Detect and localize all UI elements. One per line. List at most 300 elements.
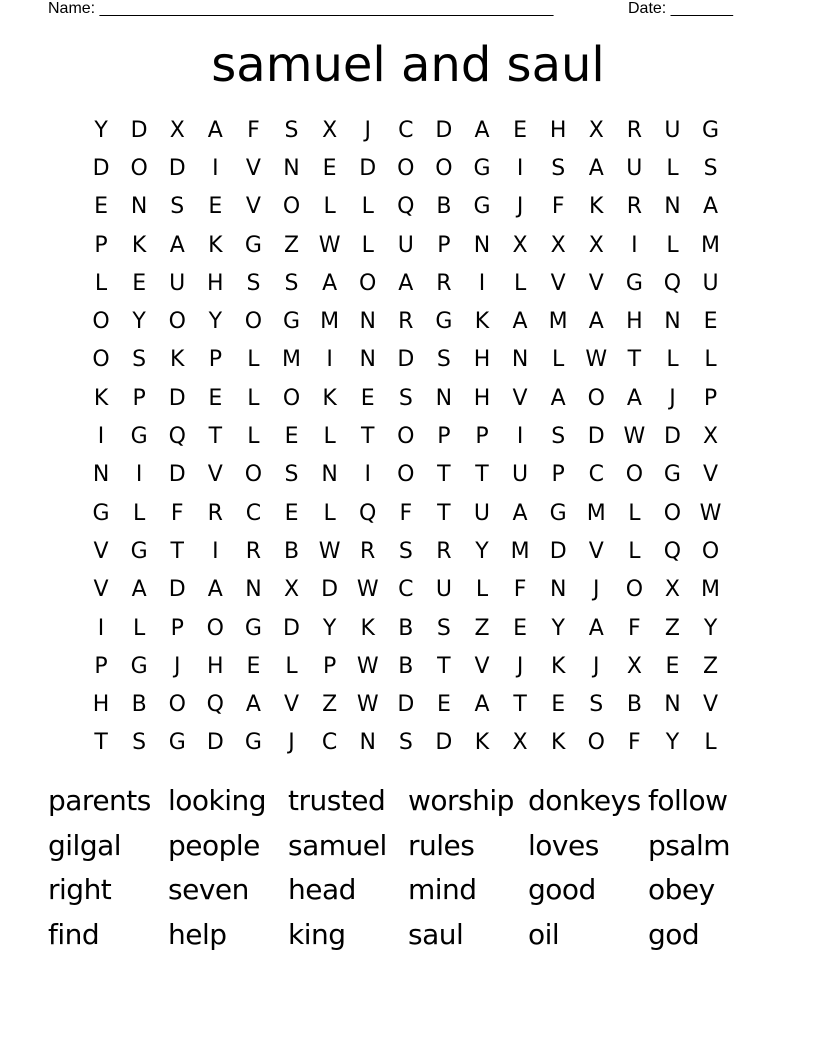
grid-letter: E: [513, 615, 528, 641]
word-bank-item: seven: [168, 873, 249, 907]
grid-letter: C: [321, 730, 338, 756]
grid-letter: N: [435, 385, 453, 411]
grid-letter: R: [626, 117, 642, 143]
grid-letter: C: [588, 462, 604, 488]
grid-letter: I: [212, 538, 219, 564]
grid-letter: L: [666, 155, 679, 181]
grid-letter: U: [626, 155, 643, 181]
grid-letter: N: [92, 462, 110, 488]
grid-letter: V: [588, 538, 604, 564]
word-bank-item: parents: [48, 783, 151, 817]
grid-letter: G: [702, 117, 720, 143]
grid-letter: V: [93, 577, 109, 603]
grid-letter: O: [359, 270, 377, 296]
grid-letter: O: [701, 538, 720, 564]
grid-letter: X: [664, 577, 680, 603]
word-bank-item: oil: [528, 917, 560, 951]
grid-letter: X: [588, 232, 604, 258]
grid-letter: L: [361, 194, 374, 220]
grid-letter: U: [512, 462, 529, 488]
grid-letter: D: [359, 155, 377, 181]
grid-letter: H: [207, 653, 224, 679]
grid-letter: T: [437, 500, 451, 526]
grid-letter: Q: [663, 538, 682, 564]
grid-letter: L: [513, 270, 527, 296]
grid-letter: I: [97, 424, 105, 450]
grid-letter: L: [552, 347, 565, 373]
grid-letter: T: [170, 538, 184, 564]
grid-letter: W: [318, 538, 341, 564]
grid-letter: S: [436, 615, 451, 641]
grid-letter: X: [588, 117, 604, 143]
grid-letter: Y: [132, 309, 146, 335]
grid-letter: Y: [665, 730, 680, 756]
word-bank-item: worship: [408, 783, 514, 817]
grid-letter: E: [94, 194, 108, 220]
grid-letter: P: [94, 232, 108, 258]
word-bank-item: head: [288, 873, 356, 907]
grid-letter: X: [169, 117, 185, 143]
letter-grid: [82, 111, 730, 762]
grid-row: [82, 609, 730, 647]
grid-letter: U: [169, 270, 186, 296]
grid-letter: Q: [206, 692, 224, 718]
word-bank-item: psalm: [648, 828, 731, 862]
grid-letter: S: [284, 117, 299, 143]
grid-letter: R: [360, 538, 376, 564]
word-bank-item: king: [288, 917, 346, 951]
word-bank-row: [48, 867, 768, 912]
grid-letter: D: [168, 155, 186, 181]
grid-letter: L: [323, 424, 336, 450]
grid-letter: I: [326, 347, 333, 373]
grid-letter: D: [587, 424, 605, 450]
grid-letter: H: [473, 385, 491, 411]
grid-letter: A: [626, 385, 642, 411]
grid-letter: E: [513, 117, 528, 143]
grid-letter: E: [284, 500, 299, 526]
grid-letter: I: [97, 615, 105, 641]
grid-row: [82, 188, 730, 226]
grid-letter: I: [478, 270, 486, 296]
grid-letter: A: [398, 270, 414, 296]
grid-letter: P: [208, 347, 222, 373]
grid-letter: K: [550, 653, 566, 679]
word-bank-item: good: [528, 873, 596, 907]
grid-letter: O: [625, 577, 644, 603]
grid-letter: S: [589, 692, 604, 718]
grid-letter: O: [625, 462, 644, 488]
word-bank-item: obey: [648, 873, 715, 907]
grid-letter: F: [247, 117, 260, 143]
grid-letter: E: [246, 653, 261, 679]
grid-letter: L: [94, 270, 108, 296]
grid-letter: V: [474, 653, 490, 679]
grid-letter: A: [474, 117, 490, 143]
grid-letter: C: [398, 117, 414, 143]
grid-letter: E: [551, 692, 566, 718]
grid-letter: S: [170, 194, 185, 220]
grid-letter: G: [625, 270, 643, 296]
grid-letter: E: [436, 692, 451, 718]
grid-letter: L: [475, 577, 489, 603]
grid-letter: R: [245, 538, 262, 564]
grid-letter: V: [588, 270, 604, 296]
grid-letter: I: [135, 462, 143, 488]
grid-letter: F: [551, 194, 565, 220]
grid-row: [82, 341, 730, 379]
date-field-label: Date: _______: [628, 0, 733, 17]
grid-letter: A: [207, 577, 223, 603]
grid-letter: D: [283, 615, 300, 641]
grid-letter: K: [474, 309, 490, 335]
word-bank-item: help: [168, 917, 227, 951]
grid-letter: P: [475, 424, 489, 450]
grid-letter: A: [245, 692, 261, 718]
grid-letter: E: [132, 270, 147, 296]
grid-letter: E: [284, 424, 299, 450]
grid-letter: W: [699, 500, 722, 526]
grid-letter: W: [318, 232, 341, 258]
grid-letter: R: [207, 500, 223, 526]
word-bank: [48, 778, 768, 957]
grid-row: [82, 302, 730, 340]
grid-letter: K: [589, 194, 604, 220]
grid-letter: E: [665, 653, 680, 679]
grid-letter: K: [93, 385, 109, 411]
grid-letter: P: [437, 232, 451, 258]
grid-letter: L: [704, 730, 717, 756]
grid-letter: D: [321, 577, 339, 603]
grid-letter: S: [551, 424, 566, 450]
grid-letter: R: [436, 270, 452, 296]
grid-letter: N: [359, 730, 376, 756]
grid-letter: L: [323, 194, 336, 220]
grid-letter: Y: [475, 538, 489, 564]
word-bank-item: right: [48, 873, 112, 907]
grid-row: [82, 532, 730, 570]
grid-letter: S: [284, 270, 299, 296]
grid-letter: K: [131, 232, 147, 258]
grid-letter: F: [513, 577, 527, 603]
grid-letter: B: [398, 653, 414, 679]
grid-letter: M: [586, 500, 606, 526]
grid-letter: W: [585, 347, 608, 373]
grid-letter: J: [669, 385, 676, 411]
grid-letter: L: [628, 500, 641, 526]
grid-letter: P: [132, 385, 146, 411]
word-bank-item: donkeys: [528, 783, 641, 817]
grid-letter: A: [169, 232, 185, 258]
grid-letter: A: [588, 155, 604, 181]
grid-letter: J: [288, 730, 295, 756]
grid-letter: O: [282, 194, 301, 220]
grid-letter: S: [703, 155, 718, 181]
word-bank-item: mind: [408, 873, 477, 907]
grid-letter: B: [283, 538, 300, 564]
grid-letter: M: [320, 309, 340, 335]
grid-row: [82, 571, 730, 609]
grid-letter: G: [282, 309, 301, 335]
grid-letter: H: [549, 117, 567, 143]
grid-letter: J: [516, 194, 524, 220]
word-bank-item: people: [168, 828, 260, 862]
word-bank-row: [48, 823, 768, 868]
grid-letter: G: [130, 424, 148, 450]
grid-letter: C: [398, 577, 414, 603]
grid-letter: M: [701, 577, 721, 603]
grid-letter: V: [703, 462, 719, 488]
grid-letter: K: [170, 347, 185, 373]
grid-letter: U: [664, 117, 681, 143]
grid-letter: A: [512, 500, 528, 526]
grid-letter: Y: [208, 309, 223, 335]
grid-letter: P: [437, 424, 451, 450]
grid-letter: H: [626, 309, 643, 335]
grid-letter: V: [550, 270, 566, 296]
grid-letter: L: [704, 347, 717, 373]
grid-letter: J: [593, 653, 600, 679]
grid-letter: S: [284, 462, 299, 488]
grid-letter: M: [548, 309, 568, 335]
grid-letter: D: [397, 692, 415, 718]
grid-letter: L: [247, 347, 260, 373]
grid-letter: L: [247, 424, 260, 450]
word-bank-item: trusted: [288, 783, 386, 817]
grid-letter: D: [92, 155, 110, 181]
grid-letter: T: [475, 462, 489, 488]
grid-letter: O: [168, 692, 186, 718]
grid-letter: U: [473, 500, 491, 526]
grid-letter: V: [245, 155, 261, 181]
grid-letter: S: [246, 270, 261, 296]
grid-letter: A: [131, 577, 147, 603]
grid-letter: K: [208, 232, 223, 258]
grid-letter: S: [398, 538, 413, 564]
grid-letter: K: [360, 615, 375, 641]
grid-letter: D: [549, 538, 567, 564]
header: [48, 0, 733, 18]
grid-letter: E: [208, 194, 223, 220]
grid-letter: D: [130, 117, 148, 143]
grid-letter: V: [512, 385, 528, 411]
grid-row: [82, 456, 730, 494]
grid-letter: J: [593, 577, 600, 603]
grid-letter: T: [513, 692, 527, 718]
grid-letter: E: [360, 385, 375, 411]
grid-letter: N: [359, 309, 376, 335]
word-bank-item: gilgal: [48, 828, 122, 862]
grid-letter: U: [397, 232, 414, 258]
grid-letter: V: [207, 462, 223, 488]
grid-letter: O: [206, 615, 224, 641]
grid-letter: E: [703, 309, 718, 335]
grid-letter: X: [283, 577, 300, 603]
grid-letter: I: [516, 155, 524, 181]
word-bank-item: loves: [528, 828, 599, 862]
grid-letter: H: [473, 347, 491, 373]
grid-letter: T: [94, 730, 108, 756]
grid-letter: P: [703, 385, 718, 411]
grid-letter: L: [285, 653, 298, 679]
grid-letter: Z: [703, 653, 719, 679]
grid-letter: Y: [551, 615, 565, 641]
grid-letter: K: [474, 730, 490, 756]
grid-letter: X: [626, 653, 642, 679]
grid-letter: O: [587, 385, 605, 411]
grid-letter: D: [168, 462, 186, 488]
grid-letter: R: [398, 309, 414, 335]
grid-row: [82, 685, 730, 723]
grid-letter: U: [435, 577, 452, 603]
grid-row: [82, 647, 730, 685]
grid-letter: O: [663, 500, 682, 526]
grid-letter: G: [473, 194, 491, 220]
grid-letter: N: [664, 692, 681, 718]
grid-letter: N: [664, 309, 681, 335]
grid-letter: G: [244, 232, 262, 258]
grid-letter: X: [703, 424, 719, 450]
grid-letter: Z: [664, 615, 680, 641]
grid-letter: Z: [474, 615, 490, 641]
grid-letter: B: [436, 194, 452, 220]
grid-letter: O: [168, 309, 186, 335]
grid-letter: I: [516, 424, 524, 450]
grid-row: [82, 724, 730, 762]
grid-letter: P: [94, 653, 108, 679]
grid-letter: X: [322, 117, 338, 143]
grid-letter: L: [323, 500, 336, 526]
grid-row: [82, 149, 730, 187]
grid-letter: N: [359, 347, 376, 373]
grid-letter: V: [283, 692, 300, 718]
word-bank-row: [48, 778, 768, 823]
grid-letter: Y: [94, 117, 108, 143]
grid-row: [82, 379, 730, 417]
word-bank-item: find: [48, 917, 100, 951]
grid-letter: O: [587, 730, 605, 756]
grid-letter: D: [435, 117, 453, 143]
grid-letter: O: [244, 462, 263, 488]
grid-letter: L: [133, 615, 146, 641]
grid-letter: D: [206, 730, 224, 756]
grid-letter: D: [397, 347, 415, 373]
grid-letter: R: [626, 194, 642, 220]
grid-letter: R: [436, 538, 452, 564]
grid-letter: W: [356, 577, 379, 603]
grid-letter: S: [132, 347, 147, 373]
grid-letter: G: [244, 615, 262, 641]
grid-letter: L: [361, 232, 374, 258]
grid-letter: I: [364, 462, 371, 488]
grid-letter: L: [666, 347, 679, 373]
grid-letter: Q: [168, 424, 186, 450]
grid-letter: D: [663, 424, 681, 450]
grid-letter: M: [701, 232, 721, 258]
grid-letter: F: [628, 730, 641, 756]
grid-letter: J: [364, 117, 371, 143]
grid-letter: F: [170, 500, 184, 526]
grid-letter: H: [92, 692, 110, 718]
grid-letter: F: [628, 615, 641, 641]
grid-letter: J: [516, 653, 524, 679]
grid-letter: D: [168, 385, 186, 411]
grid-letter: T: [360, 424, 375, 450]
grid-letter: B: [398, 615, 414, 641]
grid-letter: G: [244, 730, 262, 756]
grid-letter: N: [130, 194, 148, 220]
grid-letter: N: [664, 194, 681, 220]
grid-letter: G: [130, 538, 148, 564]
grid-letter: Z: [283, 232, 300, 258]
grid-letter: T: [437, 653, 451, 679]
grid-row: [82, 494, 730, 532]
grid-letter: L: [133, 500, 146, 526]
grid-letter: J: [173, 653, 181, 679]
grid-letter: E: [208, 385, 223, 411]
grid-row: [82, 264, 730, 302]
grid-letter: C: [245, 500, 262, 526]
grid-letter: V: [703, 692, 719, 718]
grid-letter: W: [623, 424, 646, 450]
grid-letter: G: [435, 309, 453, 335]
grid-letter: O: [130, 155, 148, 181]
grid-letter: T: [437, 462, 451, 488]
grid-letter: S: [551, 155, 566, 181]
grid-letter: O: [397, 155, 415, 181]
grid-letter: N: [511, 347, 529, 373]
word-bank-item: looking: [168, 783, 267, 817]
grid-letter: X: [550, 232, 566, 258]
grid-letter: E: [322, 155, 337, 181]
grid-letter: O: [282, 385, 301, 411]
grid-letter: O: [92, 309, 110, 335]
grid-letter: P: [322, 653, 337, 679]
grid-letter: P: [551, 462, 565, 488]
grid-letter: O: [397, 424, 415, 450]
grid-row: [82, 417, 730, 455]
grid-letter: Z: [322, 692, 338, 718]
page-title: samuel and saul: [211, 37, 605, 93]
grid-letter: V: [245, 194, 261, 220]
grid-letter: D: [168, 577, 186, 603]
grid-letter: G: [663, 462, 681, 488]
grid-letter: S: [398, 730, 413, 756]
grid-letter: N: [245, 577, 262, 603]
grid-letter: S: [398, 385, 413, 411]
grid-letter: H: [207, 270, 224, 296]
grid-letter: Q: [663, 270, 682, 296]
grid-letter: F: [399, 500, 413, 526]
word-bank-item: saul: [408, 917, 464, 951]
grid-letter: I: [212, 155, 219, 181]
word-bank-item: rules: [408, 828, 475, 862]
grid-letter: G: [473, 155, 491, 181]
grid-letter: A: [322, 270, 338, 296]
grid-letter: Y: [703, 615, 718, 641]
grid-letter: B: [626, 692, 642, 718]
grid-row: [82, 226, 730, 264]
grid-letter: Y: [322, 615, 337, 641]
grid-letter: N: [321, 462, 338, 488]
grid-row: [82, 111, 730, 149]
grid-letter: A: [588, 615, 604, 641]
grid-letter: L: [628, 538, 641, 564]
grid-letter: N: [473, 232, 491, 258]
grid-letter: X: [512, 232, 528, 258]
grid-letter: O: [435, 155, 453, 181]
grid-letter: Q: [397, 194, 415, 220]
